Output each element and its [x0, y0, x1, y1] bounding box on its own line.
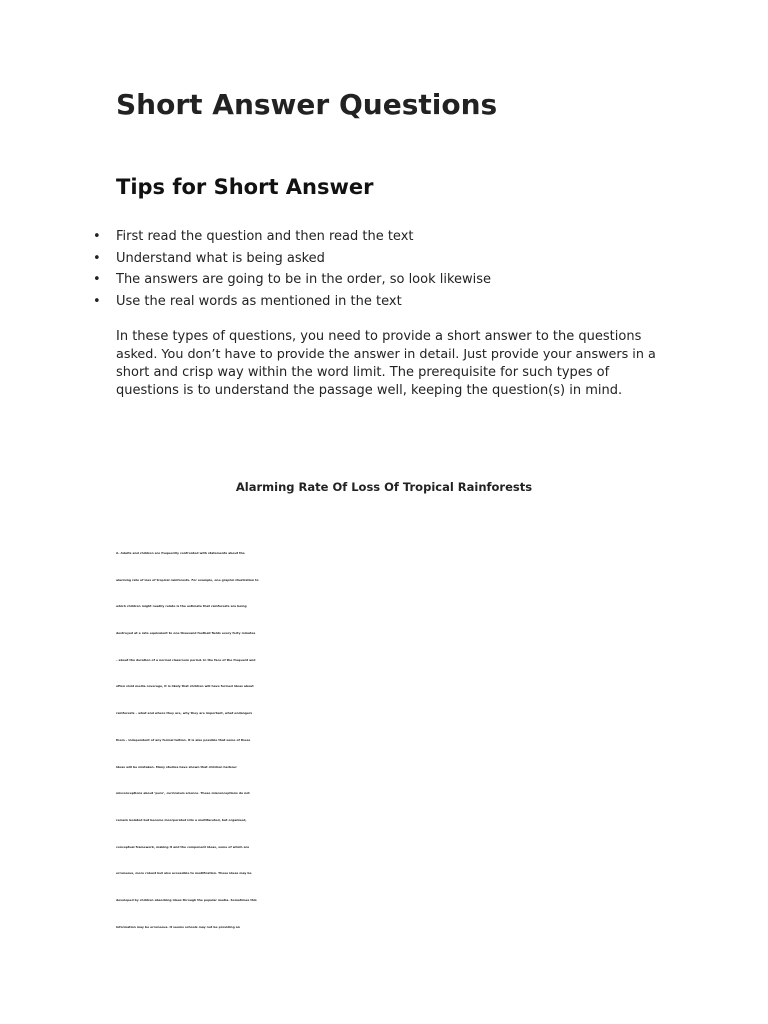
- tip-text: Understand what is being asked: [116, 250, 325, 266]
- passage-line: destroyed at a rate equivalent to one thousand football fields every forty minutes: [116, 631, 256, 636]
- intro-line: short and crisp way within the word limit. The prerequisite for such types of: [116, 365, 610, 380]
- passage-line: erroneous, more robust but also accessible to modification. These ideas may be: [116, 871, 252, 876]
- passage-line: misconceptions about ‘pure’, curriculum science. These misconceptions do not: [116, 791, 250, 796]
- passage-line: rainforests – what and where they are, why they are important, what endangers: [116, 711, 253, 716]
- passage-line: ideas will be mistaken. Many studies have shown that children harbour: [116, 764, 237, 769]
- page-title: Short Answer Questions: [116, 88, 498, 121]
- passage-paragraph: [116, 540, 676, 940]
- tips-list-item: [88, 269, 688, 291]
- intro-paragraph: [116, 328, 656, 400]
- passage-title: Alarming Rate Of Loss Of Tropical Rainforests: [235, 480, 533, 494]
- passage-line: alarming rate of loss of tropical rainforests. For example, one graphic illustration to: [116, 577, 259, 582]
- tips-list-item: [88, 248, 688, 270]
- passage-line: information may be erroneous. It seems schools may not be providing an: [116, 924, 240, 929]
- passage-line: them – independent of any formal tuition. It is also possible that some of these: [116, 737, 251, 742]
- bullet-icon: •: [93, 229, 101, 244]
- intro-line: questions is to understand the passage well, keeping the question(s) in mind.: [116, 383, 623, 398]
- passage-line: remain isolated but become incorporated into a multifaceted, but organised,: [116, 817, 247, 822]
- intro-line: In these types of questions, you need to provide a short answer to the questions: [116, 329, 642, 344]
- bullet-icon: •: [93, 294, 101, 310]
- tip-text: Use the real words as mentioned in the text: [116, 294, 402, 310]
- tips-list: [88, 226, 688, 313]
- passage-line: which children might readily relate is the estimate that rainforests are being: [116, 604, 247, 609]
- passage-line: developed by children absorbing ideas through the popular media. Sometimes this: [116, 897, 257, 902]
- tip-text: First read the question and then read the text: [116, 229, 414, 244]
- bullet-icon: •: [93, 250, 101, 266]
- bullet-icon: •: [93, 272, 101, 288]
- tips-heading: Tips for Short Answer: [116, 175, 374, 199]
- passage-line: – about the duration of a normal classroom period. In the face of the frequent and: [116, 657, 256, 662]
- tip-text: The answers are going to be in the order, so look likewise: [116, 272, 492, 288]
- passage-line: A. Adults and children are frequently confronted with statements about the: [116, 551, 245, 555]
- tips-list-item: [88, 226, 688, 248]
- passage-line: conceptual framework, making it and the component ideas, some of which are: [116, 844, 250, 849]
- intro-line: asked. You don’t have to provide the answer in detail. Just provide your answers in a: [116, 347, 656, 362]
- tips-list-item: [88, 291, 688, 313]
- passage-line: often vivid media coverage, it is likely that children will have formed ideas about: [116, 684, 254, 689]
